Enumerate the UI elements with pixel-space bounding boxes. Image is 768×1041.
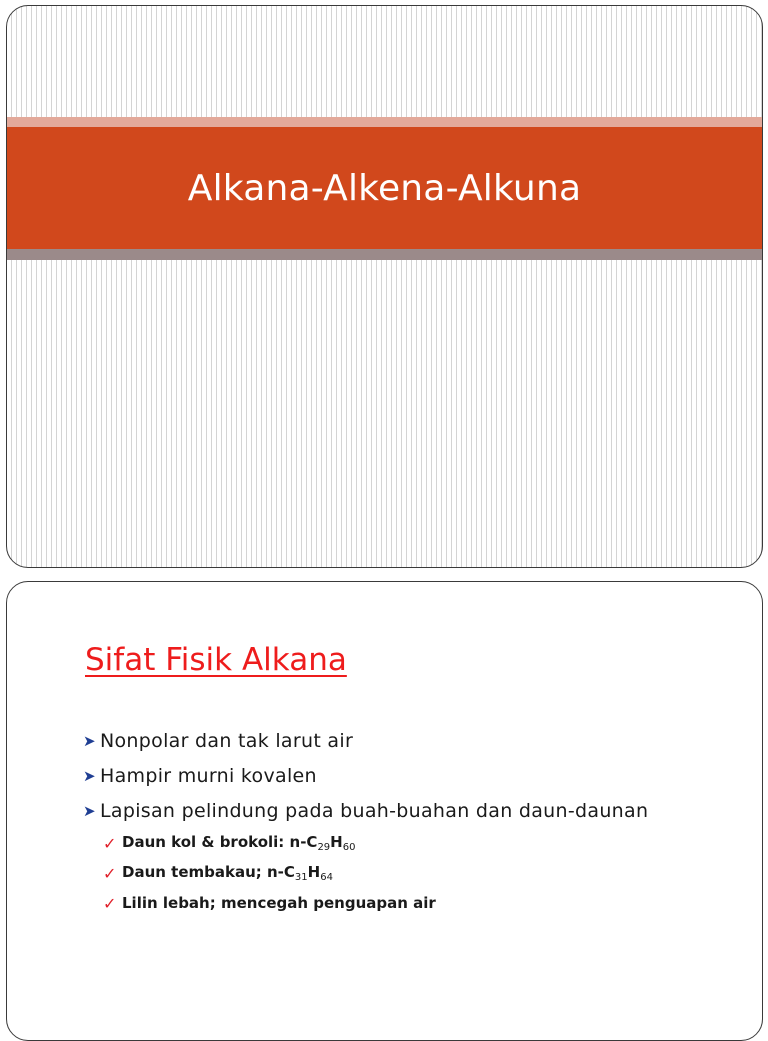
checkmark-icon: ✓ bbox=[103, 833, 117, 853]
bullet-list bbox=[83, 723, 648, 918]
sub-bullet-list bbox=[83, 828, 648, 918]
bullet-text: Hampir murni kovalen bbox=[100, 764, 317, 787]
arrow-bullet-icon: ➤ bbox=[83, 766, 96, 785]
arrow-bullet-icon: ➤ bbox=[83, 731, 96, 750]
bullet-item bbox=[83, 723, 648, 758]
sub-bullet-item bbox=[103, 858, 648, 888]
sub-bullet-text: Daun kol & brokoli: $n-C_{29}H_{60}$ bbox=[122, 833, 356, 853]
content-slide bbox=[6, 581, 763, 1041]
checkmark-icon: ✓ bbox=[103, 893, 117, 913]
sub-bullet-group bbox=[83, 828, 648, 918]
title-band-bottom-stripe bbox=[7, 249, 762, 260]
sub-bullet-text: Lilin lebah; mencegah penguapan air bbox=[122, 894, 436, 912]
sub-bullet-item bbox=[103, 888, 648, 918]
arrow-bullet-icon: ➤ bbox=[83, 801, 96, 820]
slide-title: Alkana-Alkena-Alkuna bbox=[187, 167, 582, 209]
checkmark-icon: ✓ bbox=[103, 863, 117, 883]
bullet-item bbox=[83, 758, 648, 793]
bullet-item bbox=[83, 793, 648, 828]
title-slide bbox=[6, 5, 763, 568]
bullet-text: Lapisan pelindung pada buah-buahan dan daun-daunan bbox=[100, 799, 649, 822]
title-band bbox=[7, 127, 762, 249]
slide-heading: Sifat Fisik Alkana bbox=[85, 642, 347, 678]
bullet-text: Nonpolar dan tak larut air bbox=[100, 729, 354, 752]
sub-bullet-item bbox=[103, 828, 648, 858]
sub-bullet-text: Daun tembakau; $n-C_{31}H_{64}$ bbox=[122, 863, 333, 883]
title-band-top-stripe bbox=[7, 117, 762, 127]
